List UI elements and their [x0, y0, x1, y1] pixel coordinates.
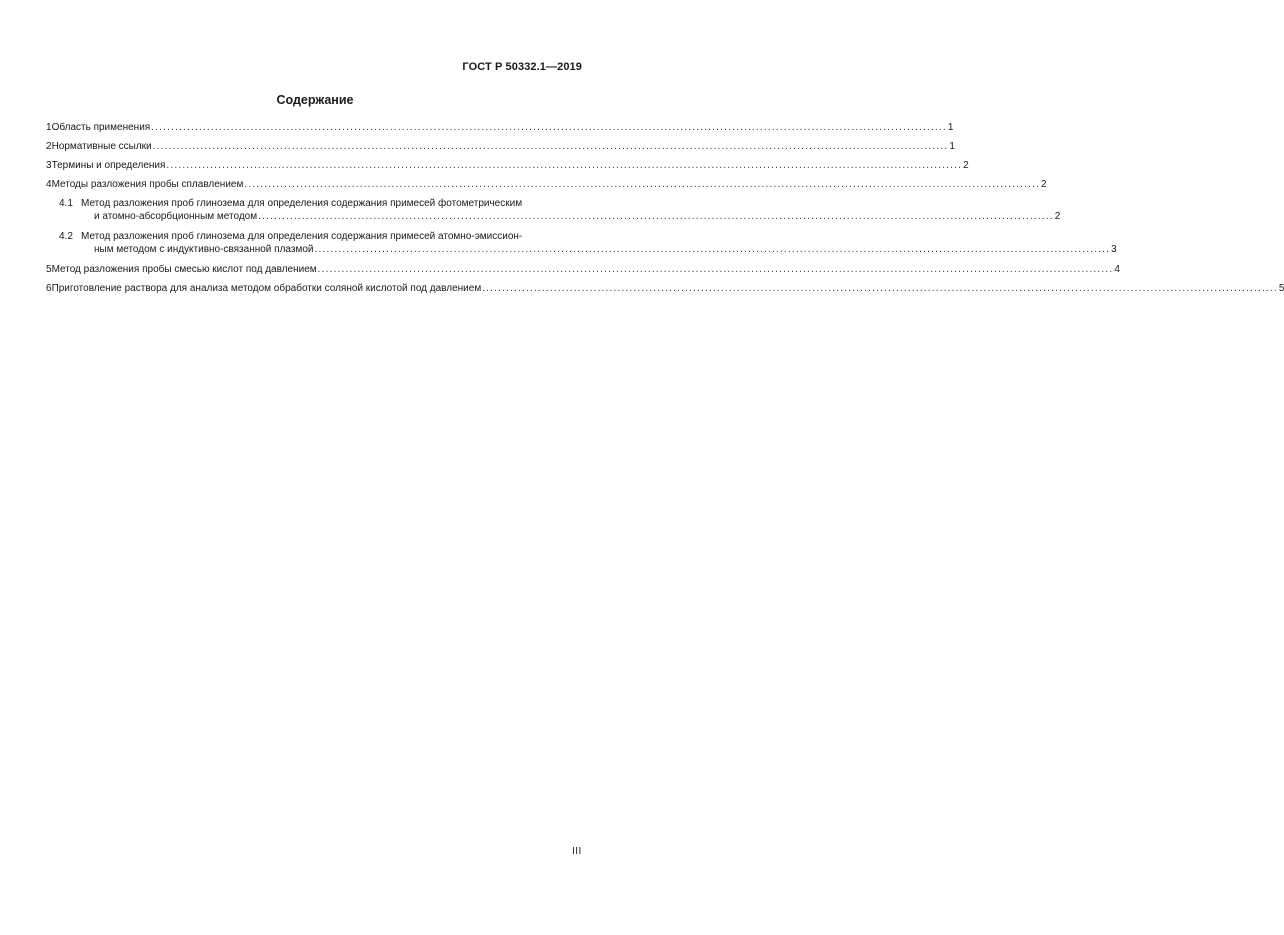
- toc-entry-page: 2: [1041, 179, 1047, 190]
- standard-code: ГОСТ Р 50332.1—2019: [462, 61, 582, 73]
- toc-entry-2[interactable]: [46, 140, 955, 153]
- toc-entry-number: 4.1: [59, 198, 73, 209]
- toc-title: Содержание: [276, 93, 354, 107]
- toc-entry-4-2[interactable]: [46, 230, 1117, 256]
- toc-entry-page: 2: [963, 160, 969, 171]
- toc-entry-text: Нормативные ссылки: [51, 141, 152, 152]
- toc-entry-number: 5: [46, 264, 52, 275]
- toc-leader-dots: ........................................................................................................................................................................................................: [314, 244, 1111, 255]
- toc-entry-number: 2: [46, 141, 52, 152]
- toc-leader-dots: ........................................................................................................................................................................................................: [152, 141, 949, 152]
- toc-entry-number: 3: [46, 160, 52, 171]
- toc-entry-text-line2: ным методом с индуктивно-связанной плазмой: [94, 244, 314, 255]
- table-of-contents: [46, 121, 1284, 295]
- toc-entry-page: 2: [1054, 211, 1061, 222]
- toc-entry-text: Метод разложения пробы смесью кислот под давлением: [51, 264, 317, 275]
- toc-entry-page: 5: [1278, 283, 1284, 294]
- toc-leader-dots: ........................................................................................................................................................................................................: [166, 160, 963, 171]
- toc-entry-page: 1: [949, 141, 955, 152]
- toc-entry-text-line1: Метод разложения проб глинозема для определения содержания примесей фотометрическим: [81, 198, 523, 209]
- toc-entry-number: 4.2: [59, 231, 73, 242]
- toc-leader-dots: ........................................................................................................................................................................................................: [244, 179, 1041, 190]
- toc-entry-page: 4: [1114, 264, 1120, 275]
- toc-entry-text: Методы разложения пробы сплавлением: [51, 179, 244, 190]
- toc-entry-text: Приготовление раствора для анализа методом обработки соляной кислотой под давлением: [51, 283, 482, 294]
- toc-leader-dots: ........................................................................................................................................................................................................: [258, 211, 1054, 222]
- toc-entry-4[interactable]: [46, 178, 1047, 191]
- toc-entry-text: Область применения: [51, 122, 151, 133]
- toc-entry-4-1[interactable]: [46, 197, 1061, 223]
- toc-entry-number: 1: [46, 122, 52, 133]
- toc-entry-text-line1: Метод разложения проб глинозема для определения содержания примесей атомно-эмиссион-: [81, 231, 523, 242]
- page-number: III: [572, 846, 582, 857]
- toc-entry-3[interactable]: [46, 159, 969, 172]
- toc-leader-dots: ........................................................................................................................................................................................................: [317, 264, 1114, 275]
- toc-entry-5[interactable]: [46, 263, 1120, 276]
- toc-entry-text: Термины и определения: [51, 160, 166, 171]
- toc-leader-dots: ........................................................................................................................................................................................................: [151, 122, 947, 133]
- toc-entry-6[interactable]: [46, 282, 1284, 295]
- toc-entry-number: 4: [46, 179, 52, 190]
- toc-entry-page: 1: [947, 122, 954, 133]
- toc-entry-page: 3: [1111, 244, 1117, 255]
- toc-entry-number: 6: [46, 283, 52, 294]
- toc-entry-text-line2: и атомно-абсорбционным методом: [94, 211, 258, 222]
- toc-entry-1[interactable]: [46, 121, 954, 134]
- toc-leader-dots: ........................................................................................................................................................................................................: [482, 283, 1278, 294]
